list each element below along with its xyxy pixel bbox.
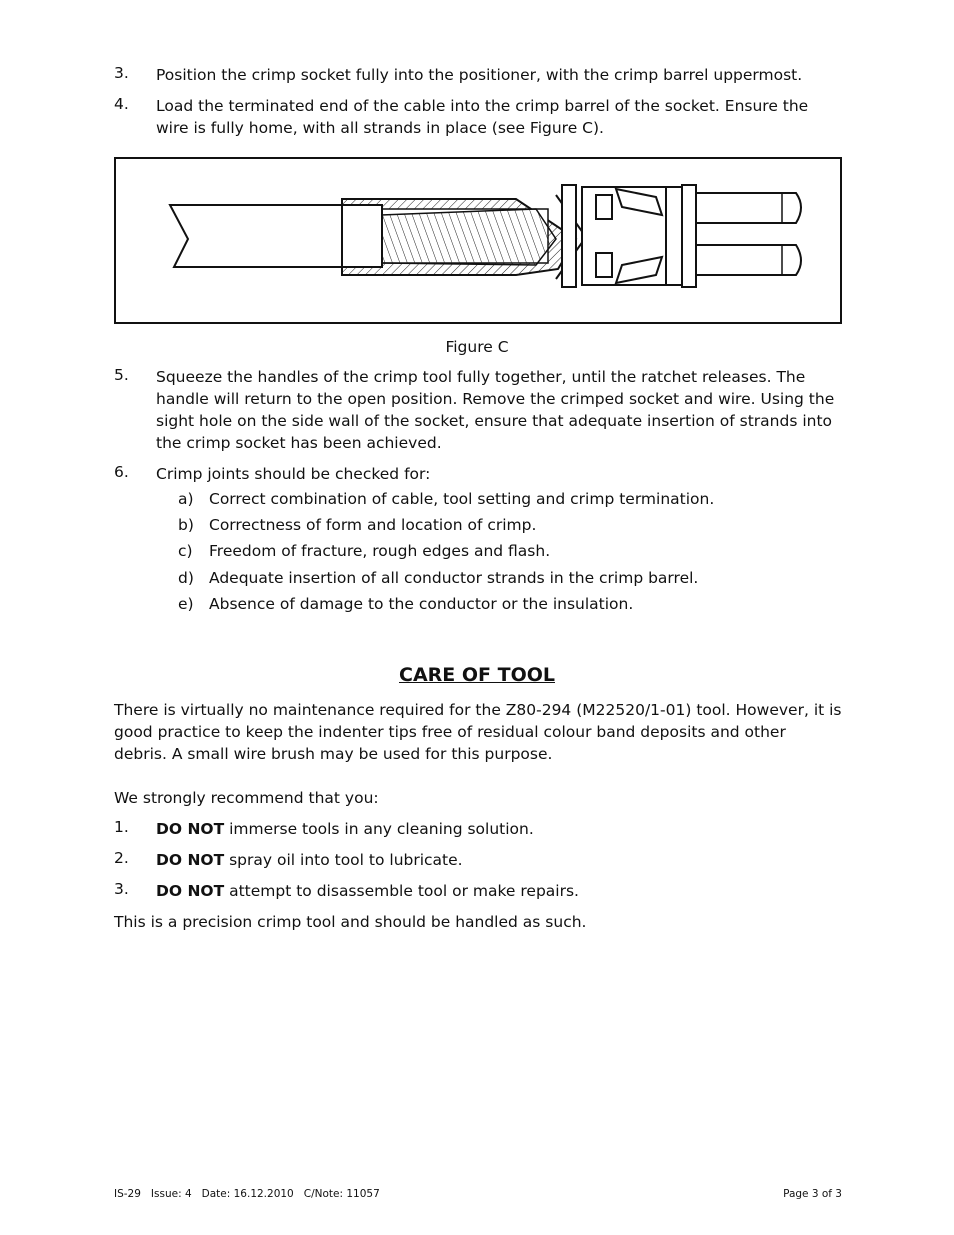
care-item-2-number: 2. [114, 849, 129, 867]
care-intro: There is virtually no maintenance required for the Z80-294 (M22520/1-01) tool. However, it is good practice to keep the indenter tips free of residual colour band deposits and other debris. A small wire brush may be used for this purpose. [114, 701, 842, 763]
step-5-number: 5. [114, 366, 129, 384]
step-5-text: Squeeze the handles of the crimp tool fully together, until the ratchet releases. The handle will return to the open position. Remove the crimped socket and wire. Using the sight hole on the side wall of the socket, ensure that adequate insertion of strands into the crimp socket has been achieved. [156, 368, 835, 452]
check-e-letter: e) [178, 595, 194, 613]
step-3-number: 3. [114, 64, 129, 82]
footer-document-info: IS-29 Issue: 4 Date: 16.12.2010 C/Note: 11057 [114, 1188, 380, 1200]
check-d-letter: d) [178, 569, 194, 587]
check-c-letter: c) [178, 542, 193, 560]
check-c-text: Freedom of fracture, rough edges and flash. [209, 542, 551, 560]
check-a-text: Correct combination of cable, tool setting and crimp termination. [209, 490, 715, 508]
figure-caption: Figure C [445, 338, 509, 356]
crimp-socket-illustration [116, 159, 840, 322]
step-4-number: 4. [114, 95, 129, 113]
step-6-text: Crimp joints should be checked for: [156, 465, 431, 483]
care-item-3-number: 3. [114, 880, 129, 898]
check-e-text: Absence of damage to the conductor or the insulation. [209, 595, 634, 613]
care-item-1-number: 1. [114, 818, 129, 836]
care-item-2-text: spray oil into tool to lubricate. [224, 851, 463, 869]
do-not-label: DO NOT [156, 851, 225, 869]
care-item-3-text: attempt to disassemble tool or make repairs. [224, 882, 579, 900]
care-item-1 [156, 818, 842, 840]
footer-page-number: Page 3 of 3 [783, 1188, 842, 1200]
care-heading: CARE OF TOOL [399, 664, 555, 686]
care-item-1-text: immerse tools in any cleaning solution. [224, 820, 534, 838]
step-6-number: 6. [114, 463, 129, 481]
check-a-letter: a) [178, 490, 194, 508]
do-not-label: DO NOT [156, 820, 225, 838]
check-b-letter: b) [178, 516, 194, 534]
step-4-text: Load the terminated end of the cable into the crimp barrel of the socket. Ensure the wire is fully home, with all strands in place (see Figure C). [156, 97, 809, 137]
check-b-text: Correctness of form and location of crimp. [209, 516, 537, 534]
care-closing: This is a precision crimp tool and should be handled as such. [114, 913, 587, 931]
check-d-text: Adequate insertion of all conductor strands in the crimp barrel. [209, 569, 699, 587]
step-3-text: Position the crimp socket fully into the positioner, with the crimp barrel uppermost. [156, 66, 803, 84]
do-not-label: DO NOT [156, 882, 225, 900]
figure-c-box [114, 157, 842, 324]
care-item-3 [156, 880, 842, 902]
care-item-2 [156, 849, 842, 871]
care-recommend: We strongly recommend that you: [114, 789, 379, 807]
